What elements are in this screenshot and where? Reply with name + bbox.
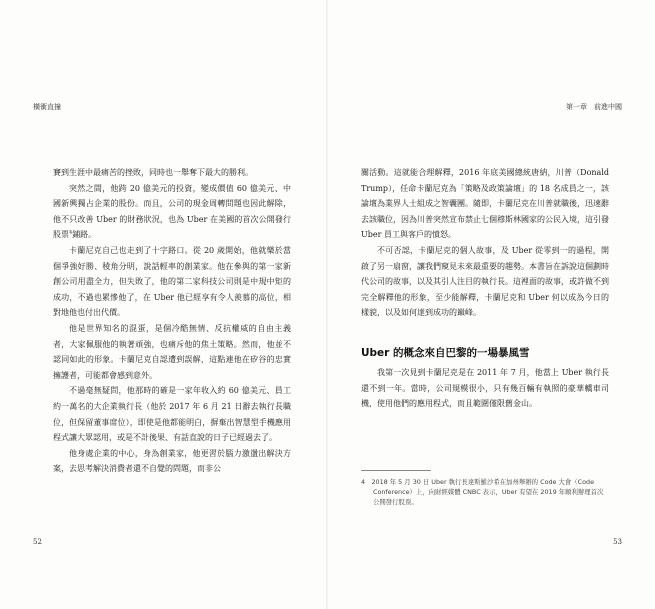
paragraph-text-tail: 鋪路。 xyxy=(72,230,97,240)
paragraph: 關活動。這就能合理解釋，2016 年底美國總統唐納，川普（Donald Trump），任命卡蘭尼克為「策略及政策論壇」的 18 名成員之一，該論壇為業界人士組成之智囊團。隨即，卡蘭尼克在川普就職後，迅速辭去該職位，因為川普突然宣布禁止七個穆斯林國家的公民入境，這引發 Uber 員工與客戶的憤怒。 xyxy=(361,168,609,240)
paragraph: 賽到生涯中最痛苦的挫敗，同時也一舉奪下最大的勝利。 xyxy=(53,168,253,177)
right-page xyxy=(328,0,655,609)
page-number-left: 52 xyxy=(33,538,42,546)
section-heading: Uber 的概念來自巴黎的一場暴風雪 xyxy=(361,346,530,359)
running-head-left: 橫衝直撞 xyxy=(33,103,61,111)
paragraph: 他是世界知名的混蛋，是個冷酷無情、反抗權威的自由主義者，大家佩服他的執著頑強，也痛斥他的焦土策略。然而，他並不認同如此的形象。卡蘭尼克自認遭到誤解，這點連他在矽谷的忠實擁護者，可能都會感到意外。 xyxy=(53,323,291,380)
paragraph: 他身處企業的中心，身為創業家，他更習於腦力激盪出解決方案，去思考解決消費者還不自覺的問題，而非公 xyxy=(53,448,291,474)
right-body-text xyxy=(361,165,609,507)
paragraph: 卡蘭尼克自己也走到了十字路口。從 20 歲開始，他就樂於當個爭強好勝、稜角分明，說話輕率的創業家。他在參與的第一家新創公司用盡全力，但失敗了，他的第二家科技公司則是中規中矩的成功，不過也累慘他了，在 Uber 他已經享有令人羨慕的高位，相對地他也付出代價。 xyxy=(53,245,291,318)
left-page xyxy=(0,0,327,609)
paragraph: 我第一次見到卡蘭尼克是在 2011 年 7 月，他當上 Uber 執行長還不到一年。當時，公司規模很小，只有幾百輛有執照的豪華轎車司機，使用他們的應用程式，而且範圍僅限舊金山。 xyxy=(361,367,609,409)
running-head-right: 第一章 前進中國 xyxy=(566,103,622,111)
footnote: 4 2018 年 5 月 30 日 Uber 執行長達斯羅沙希在加州舉辦的 Code 大會（Code Conference）上，向財經媒體 CNBC 表示，Uber 有望在 2019 年順利辦理首次公開發行股票。 xyxy=(361,477,604,506)
paragraph: 不可否認，卡蘭尼克的個人故事，及 Uber 從零到一的過程，開啟了另一扇窗，讓我們窺見未來最重要的趨勢。本書旨在訴說這個劃時代公司的故事，以及其引人注目的執行長。這裡面的故事，或許做不到完全解釋他的形象，至少能解釋，卡蘭尼克和 Uber 何以成為今日的樣貌，以及如何達到成功的巔峰。 xyxy=(361,245,609,318)
paragraph xyxy=(53,181,291,243)
paragraph: 不過毫無疑問，他那時的確是一家年收入約 60 億美元、員工約一萬名的大企業執行長（他於 2017 年 6 月 21 日辭去執行長職位，但保留董事席位），即使是他都能明白，摒棄出智慧型手機應用程式讓大眾認用，或是不計後果、有話直說的日子已經過去了。 xyxy=(53,386,291,443)
page-number-right: 53 xyxy=(613,538,622,546)
paragraph-text: 突然之間，他跨 20 億美元的投資，變成價值 60 億美元、中國新興獨占企業的股份。而且，公司的現金周轉問題也因此解除，他不只改善 Uber 的財務狀況，也為 Uber 在美國的首次公開發行股票 xyxy=(53,183,291,240)
footnote-reference: 4 xyxy=(69,229,73,236)
left-body-text xyxy=(53,165,291,477)
footnote-divider xyxy=(361,470,431,471)
